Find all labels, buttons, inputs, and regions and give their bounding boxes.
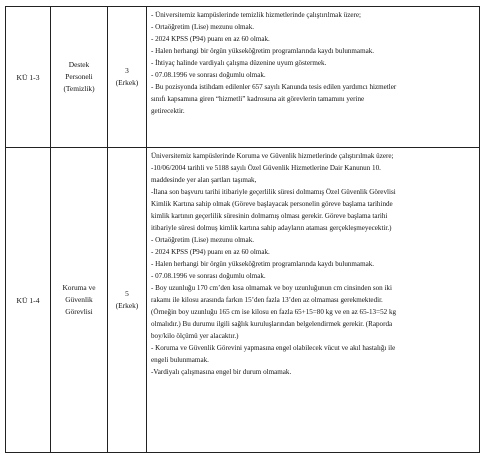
position-code-cell: KÜ 1-3: [6, 7, 51, 148]
requirement-line: maddesinde yer alan şartları taşımak,: [151, 176, 257, 184]
position-gender: (Erkek): [115, 78, 139, 87]
requirement-line: - Üniversitemiz kampüslerinde temizlik hizmetlerinde çalıştırılmak üzere;: [151, 11, 361, 19]
requirement-line: - Koruma ve Güvenlik Görevini yapmasına engel olabilecek vücut ve akıl hastalığı ile: [151, 344, 396, 352]
position-count-cell: [108, 7, 147, 148]
table-row: [6, 7, 480, 148]
requirement-line: engeli bulunmamak.: [151, 356, 209, 364]
requirement-line: -Vardiyalı çalışmasına engel bir durum olmamak.: [151, 368, 292, 376]
position-count-cell: [108, 148, 147, 453]
requirements-cell: [147, 148, 480, 453]
requirement-line: Üniversitemiz kampüslerinde Koruma ve Güvenlik hizmetlerinde çalıştırılmak üzere;: [151, 152, 394, 160]
requirement-line: - Bu pozisyonda istihdam edilenler 657 sayılı Kanunda tesis edilen yardımcı hizmetler: [151, 83, 397, 91]
position-title-line: Koruma ve: [62, 283, 96, 292]
requirement-line: itibariyle süresi dolmuş kimlik kartına sahip adayların ataması gerçekleşmeyecektir.): [151, 224, 392, 232]
requirement-line: - 2024 KPSS (P94) puanı en az 60 olmak.: [151, 35, 270, 43]
position-count: 3: [125, 66, 129, 75]
position-title-line: Personeli: [65, 72, 93, 81]
requirement-line: sınıfı kapsamına giren “hizmetli” kadrosuna ait görevlerin tamamını yerine: [151, 95, 365, 103]
position-gender: (Erkek): [115, 301, 139, 310]
position-title-line: Destek: [68, 60, 90, 69]
requirements-cell: [147, 7, 480, 148]
requirement-line: - 07.08.1996 ve sonrası doğumlu olmak.: [151, 71, 266, 79]
position-title-cell: [51, 7, 108, 148]
requirement-line: - Halen herhangi bir örgün yükseköğretim programlarında kaydı bulunmamak.: [151, 47, 375, 55]
requirement-line: - 07.08.1996 ve sonrası doğumlu olmak.: [151, 272, 266, 280]
position-title-cell: [51, 148, 108, 453]
requirement-line: getirecektir.: [151, 107, 185, 115]
requirement-line: -İlana son başvuru tarihi itibariyle geçerlilik süresi dolmamış Özel Güvenlik Görevlisi: [151, 188, 396, 196]
position-code-cell: KÜ 1-4: [6, 148, 51, 453]
position-title-line: Görevlisi: [65, 307, 93, 316]
requirement-line: - Ortaöğretim (Lise) mezunu olmak.: [151, 236, 255, 244]
requirement-line: - Halen herhangi bir örgün yükseköğretim programlarında kaydı bulunmamak.: [151, 260, 375, 268]
table-row: [6, 148, 480, 453]
requirement-line: - Boy uzunluğu 170 cm’den kısa olmamak ve boy uzunluğunun cm cinsinden son iki: [151, 284, 392, 292]
position-title-line: (Temizlik): [63, 84, 95, 93]
requirement-line: -10/06/2004 tarihli ve 5188 sayılı Özel Güvenlik Hizmetlerine Dair Kanunun 10.: [151, 164, 381, 172]
requirement-line: Kimlik Kartına sahip olmak (Göreve başlayacak personelin göreve başlama tarihinde: [151, 200, 393, 208]
requirement-line: - İhtiyaç halinde vardiyalı çalışma düzenine uyum göstermek.: [151, 59, 327, 67]
requirement-line: - 2024 KPSS (P94) puanı en az 60 olmak.: [151, 248, 270, 256]
requirement-line: (Örneğin boy uzunluğu 165 cm ise kilosu en fazla 65+15=80 kg ve en az 65-13=52 kg: [151, 308, 397, 316]
requirement-line: olmalıdır.) Bu durumu ilgili sağlık kuruluşlarından belgelendirmek gerekir. (Raporda: [151, 320, 393, 328]
position-table: [5, 6, 480, 453]
requirement-line: kimlik kartının geçerlilik süresinin dolmamış olması gerekir. Göreve başlama tarihi: [151, 212, 388, 220]
position-title-line: Güvenlik: [65, 295, 93, 304]
requirement-line: - Ortaöğretim (Lise) mezunu olmak.: [151, 23, 255, 31]
requirement-line: boy/kilo ölçümü yer alacaktır.): [151, 332, 239, 340]
requirement-line: rakamı ile kilosu arasında farkın 15’den fazla 13’den az olmaması gerekmektedir.: [151, 296, 383, 304]
requirements-document: [5, 6, 480, 453]
position-count: 5: [125, 289, 129, 298]
